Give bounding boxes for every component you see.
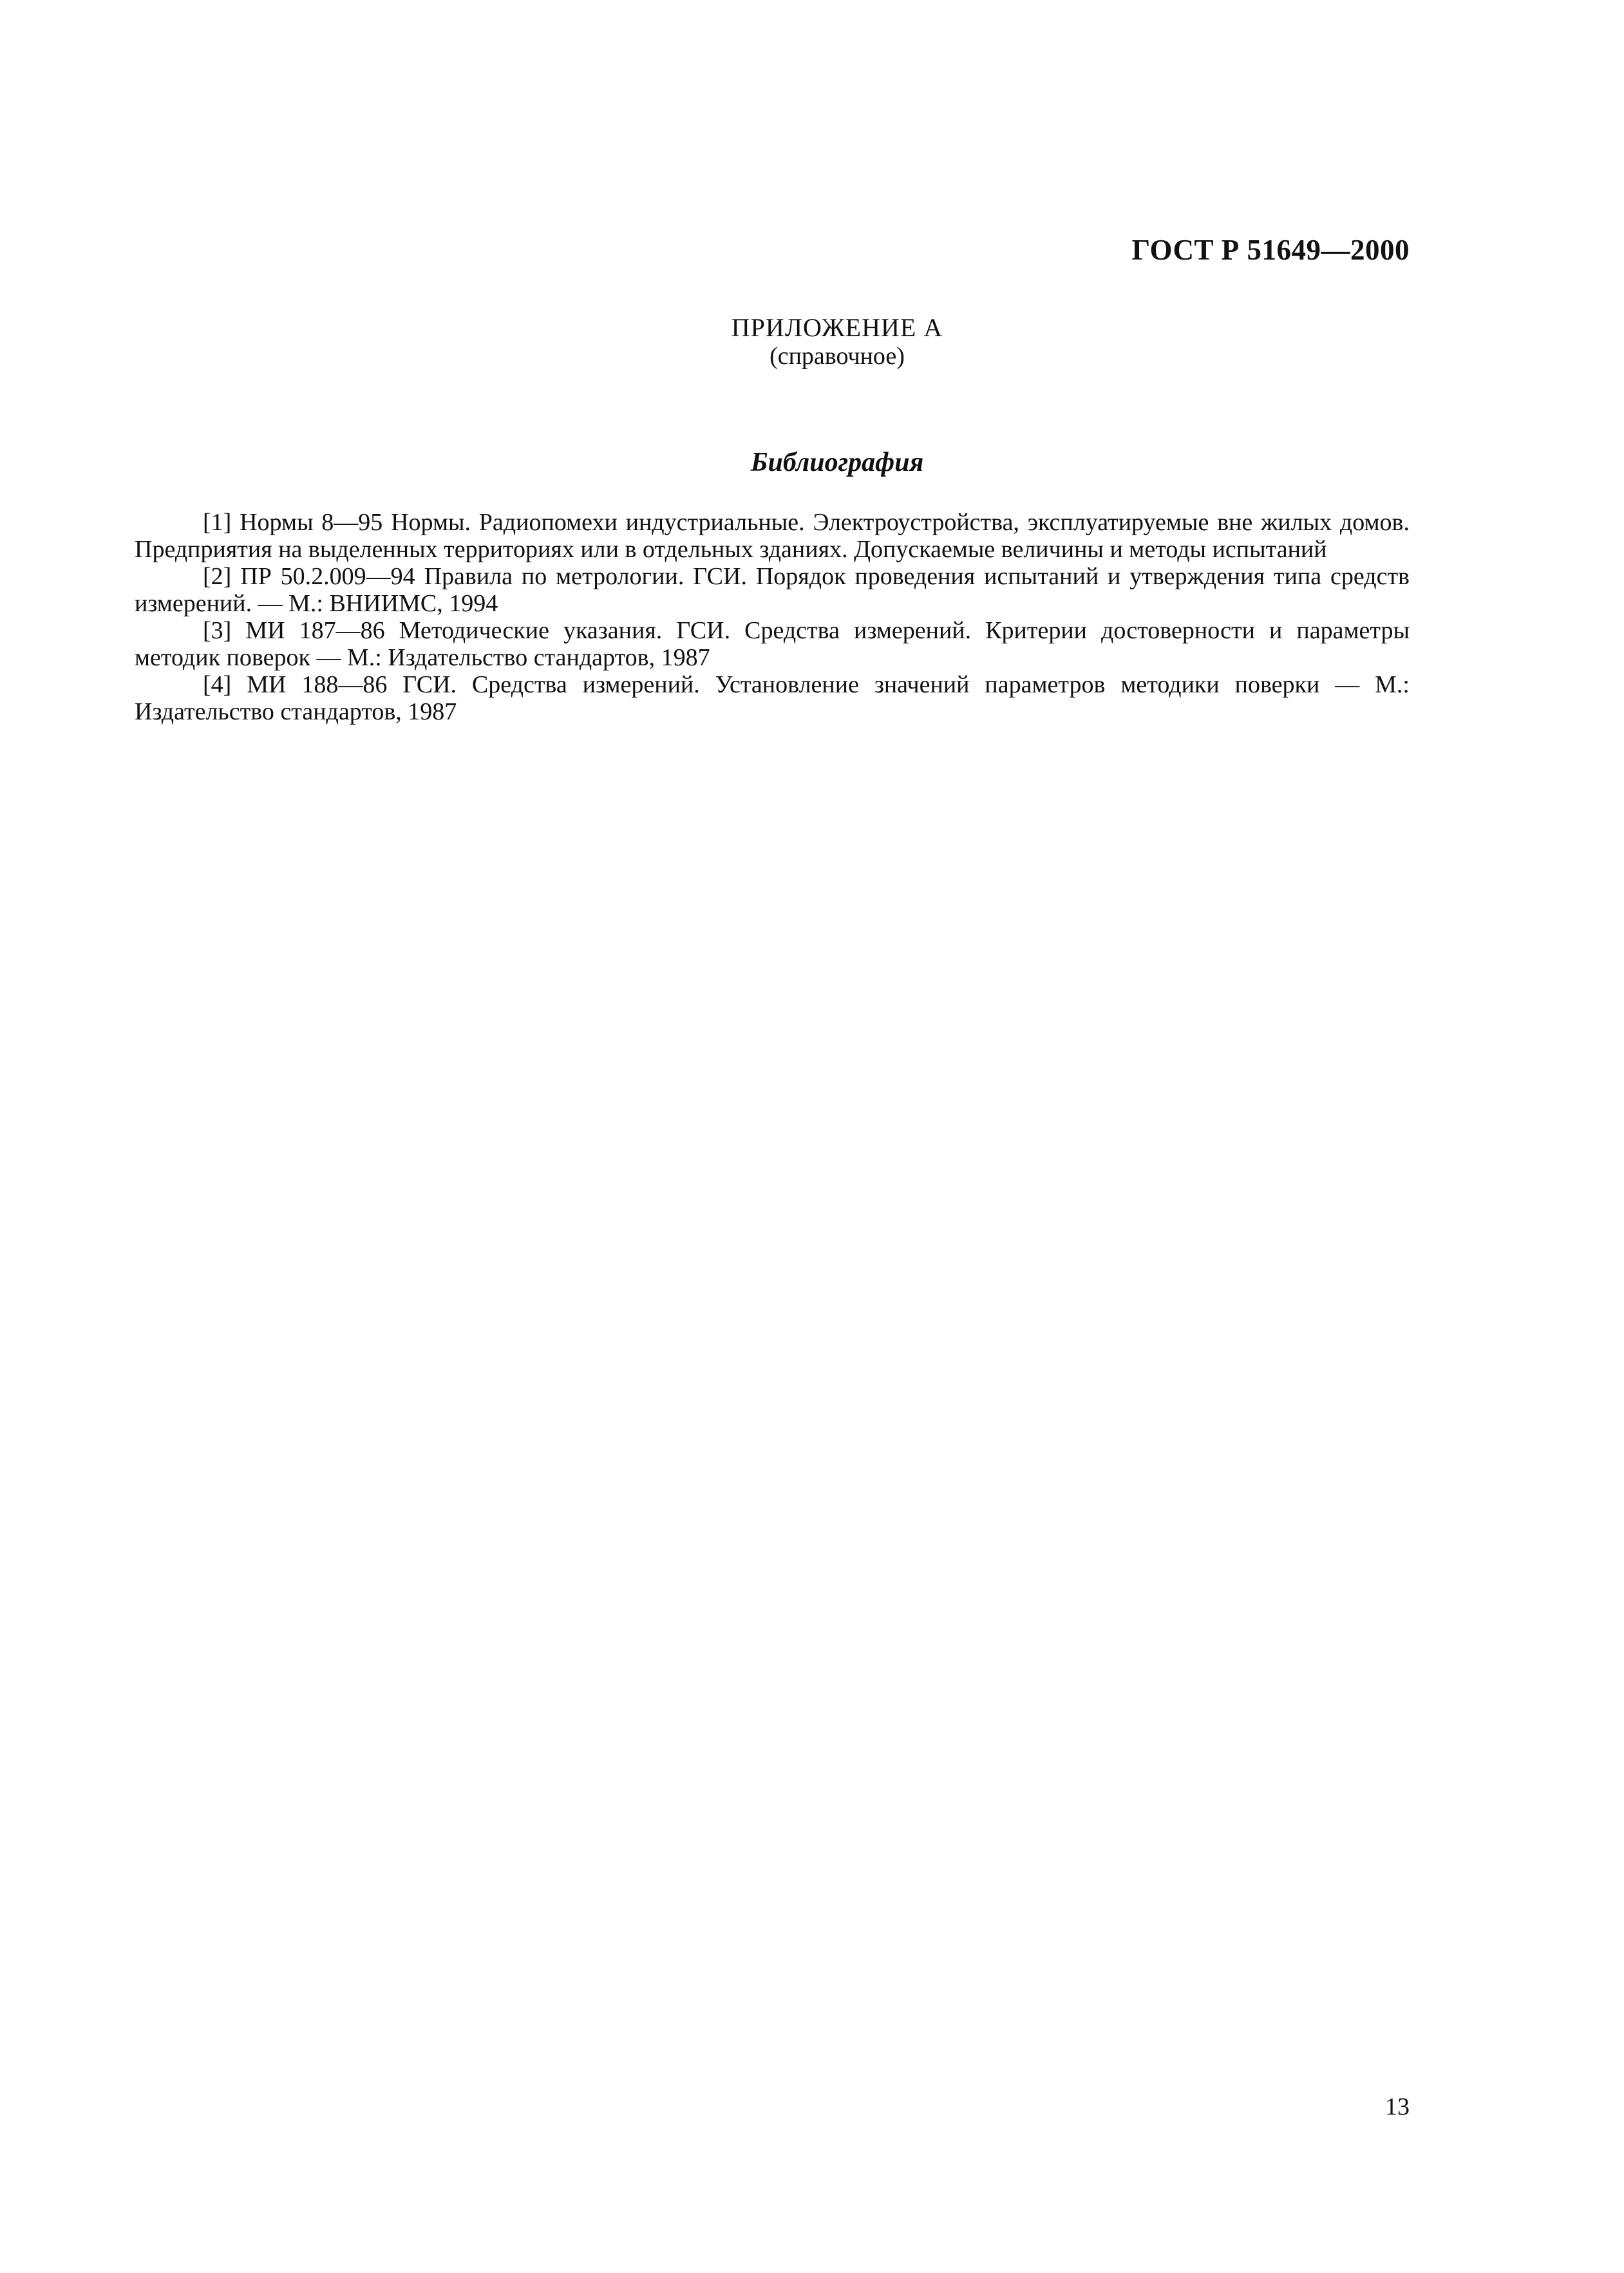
appendix-heading	[0, 314, 1624, 370]
appendix-title: ПРИЛОЖЕНИЕ А	[731, 313, 943, 342]
document-code: ГОСТ Р 51649—2000	[1131, 234, 1410, 266]
bibliography-item: [3] МИ 187—86 Методические указания. ГСИ. Средства измерений. Критерии достоверности и параметры методик поверок — М.: Издательство стандартов, 1987	[135, 617, 1410, 671]
bibliography-item: [4] МИ 188—86 ГСИ. Средства измерений. Установление значений параметров методики поверки — М.: Издательство стандартов, 1987	[135, 671, 1410, 725]
bibliography-item: [1] Нормы 8—95 Нормы. Радиопомехи индустриальные. Электроустройства, эксплуатируемые вне жилых домов. Предприятия на выделенных территориях или в отдельных зданиях. Допускаемые величины и методы испытаний	[135, 509, 1410, 563]
page-number: 13	[1385, 2093, 1410, 2120]
bibliography-item: [2] ПР 50.2.009—94 Правила по метрологии. ГСИ. Порядок проведения испытаний и утверждения типа средств измерений. — М.: ВНИИМС, 1994	[135, 563, 1410, 617]
appendix-subtitle: (справочное)	[770, 343, 905, 370]
bibliography-title: Библиография	[750, 448, 924, 477]
bibliography-list	[135, 509, 1410, 725]
